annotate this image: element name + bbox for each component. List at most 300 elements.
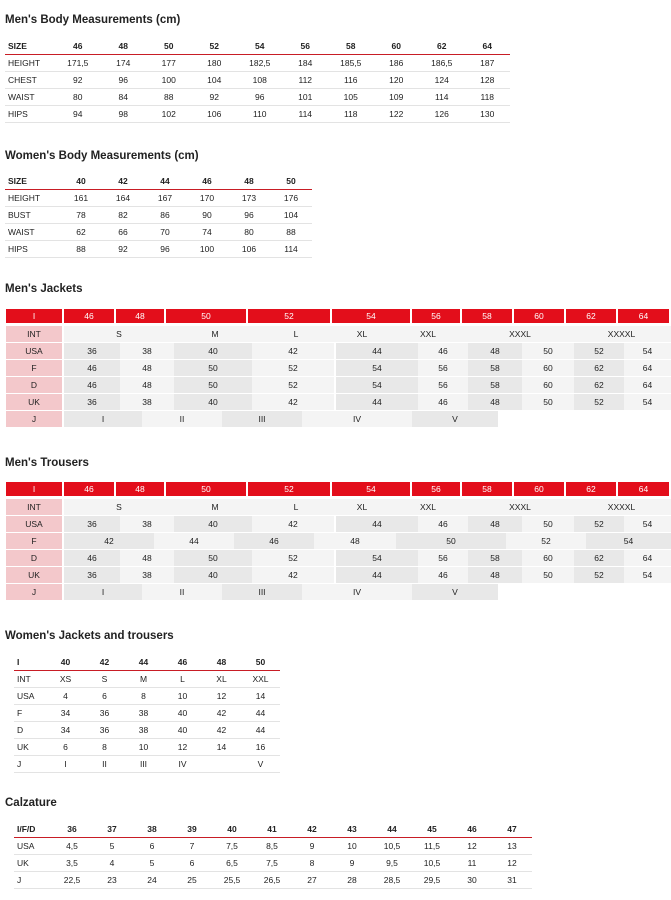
table-cell: 84 [101,89,147,106]
header-cell: 47 [492,821,532,838]
table-cell: 28,5 [372,872,412,889]
table-row [14,671,280,688]
header-cell: 52 [248,482,332,496]
table-cell: 8 [85,739,124,756]
header-cell: 62 [566,482,618,496]
table-cell: 38 [120,516,174,532]
table-cell: 105 [328,89,374,106]
table-cell: 12 [492,855,532,872]
table-cell: M [174,499,256,515]
table-cell: 186 [374,55,420,72]
table-cell: XL [202,671,241,688]
row-label: USA [14,838,52,855]
header-cell: 56 [412,482,462,496]
row-label: HIPS [5,241,60,258]
table-cell: 118 [465,89,511,106]
calzature-table [14,821,532,889]
table-cell: 96 [228,207,270,224]
table-cell: 38 [120,343,174,359]
table-cell: V [412,411,498,427]
table-cell: L [256,499,336,515]
table-cell: 88 [270,224,312,241]
header-cell: 44 [144,173,186,190]
table-cell: 114 [419,89,465,106]
table-cell: 50 [174,550,252,566]
header-cell: 46 [186,173,228,190]
header-cell: 64 [618,309,671,323]
table-cell: 50 [522,343,574,359]
header-cell: 39 [172,821,212,838]
table-cell: 116 [328,72,374,89]
table-cell: 9 [332,855,372,872]
table-cell: II [142,584,222,600]
table-cell: 12 [163,739,202,756]
header-cell: I [14,654,46,671]
table-cell: 58 [468,377,522,393]
table-cell: 96 [101,72,147,89]
header-cell: 38 [132,821,172,838]
table-row [5,207,312,224]
table-cell: 60 [522,377,574,393]
table-cell: XL [336,499,388,515]
header-cell: 46 [64,309,116,323]
table-cell: III [124,756,163,773]
table-cell: 44 [336,567,418,583]
table-cell: 11,5 [412,838,452,855]
table-cell: 54 [586,533,671,549]
table-cell: 40 [163,722,202,739]
header-cell: 62 [566,309,618,323]
table-cell: 46 [64,377,120,393]
section-title-womens-jackets: Women's Jackets and trousers [5,630,174,642]
table-cell: 3,5 [52,855,92,872]
header-cell: 60 [514,482,566,496]
table-cell: 16 [241,739,280,756]
table-row [14,739,280,756]
table-cell: 176 [270,190,312,207]
table-cell: 54 [336,550,418,566]
header-cell: 48 [228,173,270,190]
table-row [14,688,280,705]
table-cell: V [412,584,498,600]
table-cell: 94 [55,106,101,123]
table-cell: 50 [174,360,252,376]
table-cell: 54 [336,377,418,393]
table-cell: 46 [418,394,468,410]
table-cell: 36 [64,343,120,359]
header-cell: 50 [241,654,280,671]
header-cell: 60 [374,38,420,55]
table-cell: 44 [336,394,418,410]
table-cell: 6 [46,739,85,756]
header-cell: 41 [252,821,292,838]
table-cell: 44 [154,533,234,549]
table-cell: 44 [241,722,280,739]
table-cell: 23 [92,872,132,889]
section-title-mens-trousers: Men's Trousers [5,457,89,469]
header-cell: SIZE [5,173,60,190]
table-cell: 34 [46,722,85,739]
row-label: D [6,377,64,393]
table-cell: 40 [174,567,252,583]
table-cell: 36 [64,516,120,532]
header-cell: 64 [618,482,671,496]
table-cell: 10 [332,838,372,855]
table-cell: 48 [314,533,396,549]
table-cell: 40 [174,343,252,359]
table-cell: 29,5 [412,872,452,889]
table-cell: 100 [146,72,192,89]
table-cell: 64 [624,377,671,393]
table-cell: 64 [624,550,671,566]
table-cell: 48 [468,343,522,359]
table-cell: 104 [270,207,312,224]
table-cell: 25,5 [212,872,252,889]
table-cell: 52 [574,394,624,410]
table-cell: L [163,671,202,688]
table-cell: 28 [332,872,372,889]
header-cell: 45 [412,821,452,838]
header-cell: 46 [64,482,116,496]
table-cell: 46 [234,533,314,549]
table-cell: 106 [228,241,270,258]
table-cell: 96 [237,89,283,106]
header-cell: 46 [452,821,492,838]
header-cell: 40 [46,654,85,671]
table-cell: XXXXL [572,499,671,515]
table-cell: 52 [252,360,334,376]
table-cell: IV [163,756,202,773]
header-cell: 50 [166,482,248,496]
table-cell: 8,5 [252,838,292,855]
table-cell: 48 [468,394,522,410]
table-cell: II [142,411,222,427]
table-cell: 120 [374,72,420,89]
table-cell: 38 [124,722,163,739]
table-cell: 44 [241,705,280,722]
table-cell: 98 [101,106,147,123]
table-row [5,72,510,89]
table-cell: 167 [144,190,186,207]
table-cell: 187 [465,55,511,72]
table-header-row [5,173,312,190]
table-cell: 82 [102,207,144,224]
header-cell: 36 [52,821,92,838]
table-cell: 10,5 [372,838,412,855]
table-cell: 56 [418,360,468,376]
header-cell: 54 [237,38,283,55]
row-label: F [14,705,46,722]
header-cell: 44 [124,654,163,671]
table-cell: 42 [202,722,241,739]
table-cell: 44 [336,343,418,359]
table-cell: 100 [186,241,228,258]
row-label: F [6,360,64,376]
table-cell: 48 [120,377,174,393]
section-title-mens-body: Men's Body Measurements (cm) [5,14,181,26]
table-cell: 182,5 [237,55,283,72]
table-cell: 36 [64,567,120,583]
row-label: UK [6,394,64,410]
table-cell: L [256,326,336,342]
table-cell: XXL [388,326,468,342]
header-cell: 58 [328,38,374,55]
table-cell: 177 [146,55,192,72]
table-cell: 185,5 [328,55,374,72]
table-cell: 74 [186,224,228,241]
header-cell: 58 [462,482,514,496]
mens-trousers-grid [6,482,671,600]
table-cell: XS [46,671,85,688]
header-cell: I [6,482,64,496]
table-cell: 66 [102,224,144,241]
table-cell: 25 [172,872,212,889]
header-cell: 44 [372,821,412,838]
table-cell: IV [302,411,412,427]
row-label: F [6,533,64,549]
table-cell: 88 [146,89,192,106]
table-cell: 4 [92,855,132,872]
table-cell: 50 [174,377,252,393]
table-row [5,55,510,72]
header-cell: 46 [163,654,202,671]
table-cell: XXXXL [572,326,671,342]
header-cell: 50 [166,309,248,323]
table-cell: 52 [574,343,624,359]
table-cell: 184 [283,55,329,72]
header-cell: 50 [270,173,312,190]
header-cell: 56 [283,38,329,55]
table-cell: 58 [468,550,522,566]
table-cell: 10 [124,739,163,756]
table-cell: 60 [522,550,574,566]
table-cell: 38 [124,705,163,722]
table-cell: I [64,411,142,427]
table-row [14,722,280,739]
table-cell: 174 [101,55,147,72]
table-cell: 64 [624,360,671,376]
header-cell: 42 [85,654,124,671]
table-cell: 48 [468,516,522,532]
table-cell: 86 [144,207,186,224]
womens-body-table [5,173,312,258]
table-cell: 6 [172,855,212,872]
table-cell: 186,5 [419,55,465,72]
table-cell: 8 [124,688,163,705]
table-cell: 112 [283,72,329,89]
table-cell: XXXL [468,499,572,515]
header-cell: 37 [92,821,132,838]
table-cell: 170 [186,190,228,207]
header-cell: 62 [419,38,465,55]
table-cell: 108 [237,72,283,89]
table-cell: 36 [85,722,124,739]
table-cell: 92 [55,72,101,89]
table-cell: 24 [132,872,172,889]
table-cell: 46 [418,567,468,583]
table-cell: 52 [574,567,624,583]
header-cell: 54 [332,309,412,323]
table-cell: 31 [492,872,532,889]
table-cell: 88 [60,241,102,258]
table-cell: 7,5 [212,838,252,855]
header-cell: I [6,309,64,323]
table-cell: 22,5 [52,872,92,889]
table-cell: 62 [574,360,624,376]
table-cell: 180 [192,55,238,72]
table-cell: 50 [522,394,574,410]
table-cell [202,756,241,773]
row-label: UK [14,739,46,756]
table-cell: 14 [241,688,280,705]
table-cell: 13 [492,838,532,855]
table-cell: XXL [388,499,468,515]
table-cell: 124 [419,72,465,89]
table-cell: II [85,756,124,773]
header-cell: 52 [192,38,238,55]
table-cell: III [222,584,302,600]
table-cell: 60 [522,360,574,376]
table-cell: 171,5 [55,55,101,72]
header-cell: 40 [212,821,252,838]
header-cell: 50 [146,38,192,55]
table-cell: 48 [120,360,174,376]
table-cell: 46 [418,343,468,359]
mens-jackets-grid [6,309,671,427]
table-cell: 54 [624,567,671,583]
table-cell: 9,5 [372,855,412,872]
table-cell: 46 [418,516,468,532]
table-cell: 36 [85,705,124,722]
table-cell: 54 [336,360,418,376]
row-label: USA [14,688,46,705]
table-cell: 109 [374,89,420,106]
header-cell: 54 [332,482,412,496]
table-cell: 92 [102,241,144,258]
table-cell: 6 [132,838,172,855]
table-cell: 62 [60,224,102,241]
table-cell: 62 [574,550,624,566]
mens-body-table [5,38,510,123]
table-cell: 12 [202,688,241,705]
table-cell: 38 [120,394,174,410]
table-row [14,855,532,872]
header-cell: 48 [116,309,166,323]
row-label: UK [6,567,64,583]
table-cell: I [46,756,85,773]
section-title-calzature: Calzature [5,797,57,809]
table-cell: S [85,671,124,688]
table-cell: 54 [624,343,671,359]
table-cell: 126 [419,106,465,123]
table-row [14,872,532,889]
table-cell: 78 [60,207,102,224]
table-header-row [5,38,510,55]
table-cell: 106 [192,106,238,123]
womens-jackets-table [14,654,280,773]
table-cell: 92 [192,89,238,106]
table-row [5,89,510,106]
row-label: USA [6,516,64,532]
header-cell: 48 [202,654,241,671]
row-label: J [6,411,64,427]
row-label: UK [14,855,52,872]
header-cell: 52 [248,309,332,323]
table-row [14,705,280,722]
table-cell: 102 [146,106,192,123]
row-label: D [14,722,46,739]
table-cell: 80 [55,89,101,106]
table-cell: 52 [506,533,586,549]
table-cell: 50 [522,567,574,583]
table-row [5,241,312,258]
table-cell: 118 [328,106,374,123]
table-cell: I [64,584,142,600]
table-cell: 7 [172,838,212,855]
table-cell: 164 [102,190,144,207]
table-cell: 42 [252,343,334,359]
row-label: HEIGHT [5,190,60,207]
table-cell: 30 [452,872,492,889]
table-row [14,838,532,855]
header-cell: 64 [465,38,511,55]
row-label: USA [6,343,64,359]
table-cell: 128 [465,72,511,89]
table-cell: 62 [574,377,624,393]
table-cell: 4 [46,688,85,705]
table-cell: 52 [252,550,334,566]
table-cell: 26,5 [252,872,292,889]
table-cell: 8 [292,855,332,872]
table-cell: 42 [64,533,154,549]
row-label: D [6,550,64,566]
table-cell: 161 [60,190,102,207]
header-cell: 60 [514,309,566,323]
header-cell: 58 [462,309,514,323]
table-cell: 80 [228,224,270,241]
table-cell: 12 [452,838,492,855]
header-cell: 48 [101,38,147,55]
table-cell: S [64,499,174,515]
table-cell: 40 [174,516,252,532]
table-row [5,224,312,241]
table-cell: 48 [468,567,522,583]
row-label: J [14,756,46,773]
table-cell: 130 [465,106,511,123]
table-cell: XL [336,326,388,342]
table-cell: 90 [186,207,228,224]
table-cell: 27 [292,872,332,889]
row-label: HEIGHT [5,55,55,72]
table-cell: 10 [163,688,202,705]
row-label: WAIST [5,224,60,241]
table-cell: 48 [120,550,174,566]
row-label: CHEST [5,72,55,89]
header-cell: SIZE [5,38,55,55]
header-cell: 42 [292,821,332,838]
table-cell: 14 [202,739,241,756]
table-cell: M [124,671,163,688]
table-row [14,756,280,773]
header-cell: 56 [412,309,462,323]
table-header-row [14,821,532,838]
table-cell: 42 [252,567,334,583]
table-cell: 7,5 [252,855,292,872]
row-label: WAIST [5,89,55,106]
table-cell: XXXL [468,326,572,342]
row-label: INT [14,671,46,688]
table-cell: III [222,411,302,427]
